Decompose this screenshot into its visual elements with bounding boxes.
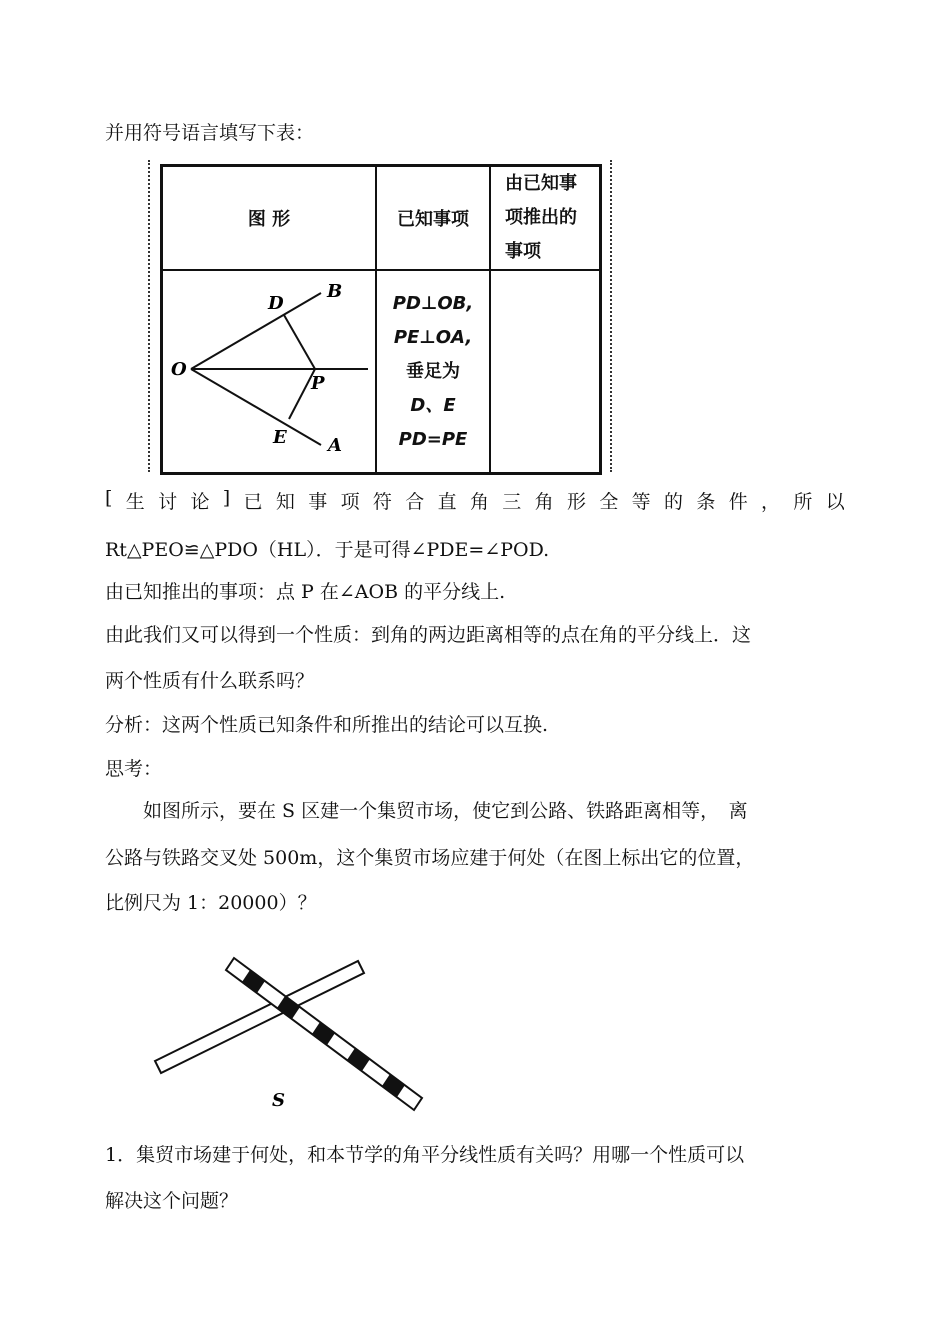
header-figure: 图 形: [162, 166, 377, 271]
ray-ob: [191, 293, 321, 369]
property-line-1: 由此我们又可以得到一个性质：到角的两边距离相等的点在角的平分线上．这: [105, 624, 752, 646]
road-railway-map: [140, 940, 440, 1120]
discussion-line-2: Rt△PEO≌△PDO（HL）．于是可得∠PDE=∠POD.: [105, 539, 550, 561]
problem-line-2: 公路与铁路交叉处 500m，这个集贸市场应建于何处（在图上标出它的位置，: [105, 847, 755, 869]
left-dashed-border: [148, 160, 150, 472]
analysis-text: 分析：这两个性质已知条件和所推出的结论可以互换.: [105, 714, 549, 736]
ray-oa: [191, 369, 321, 445]
label-s: S: [272, 1090, 285, 1111]
question-1-line-2: 解决这个问题？: [105, 1190, 239, 1212]
facts-table: [160, 164, 602, 475]
property-line-2: 两个性质有什么联系吗？: [105, 670, 315, 692]
think-heading: 思考：: [105, 758, 163, 780]
problem-line-1: 如图所示，要在 S 区建一个集贸市场，使它到公路、铁路距离相等， 离: [105, 800, 748, 822]
figure-cell: [162, 270, 377, 474]
facts-table-block: [148, 160, 616, 472]
header-known: 已知事项: [376, 166, 490, 271]
label-d: D: [268, 293, 284, 314]
angle-bisector-figure: [163, 271, 375, 467]
label-b: B: [327, 281, 343, 302]
problem-line-3: 比例尺为 1：20000）？: [105, 892, 317, 914]
label-o: O: [171, 359, 187, 380]
label-a: A: [328, 435, 342, 456]
segment-pd: [284, 315, 315, 369]
derived-fact: 由已知推出的事项：点 P 在∠AOB 的平分线上.: [105, 581, 506, 603]
intro-text: 并用符号语言填写下表：: [105, 122, 315, 144]
derived-facts-cell: [490, 270, 601, 474]
known-facts-cell: PD⊥OB, PE⊥OA, 垂足为 D、E PD=PE: [376, 270, 490, 474]
discussion-line-1: [ 生 讨 论 ] 已 知 事 项 符 合 直 角 三 角 形 全 等 的 条 件 ， 所 以: [105, 487, 845, 513]
label-e: E: [273, 427, 287, 448]
right-dashed-border: [610, 160, 612, 472]
label-p: P: [311, 373, 325, 394]
question-1-line-1: 1．集贸市场建于何处，和本节学的角平分线性质有关吗？用哪一个性质可以: [105, 1144, 745, 1166]
header-derived: 由已知事 项推出的 事项: [490, 166, 601, 271]
